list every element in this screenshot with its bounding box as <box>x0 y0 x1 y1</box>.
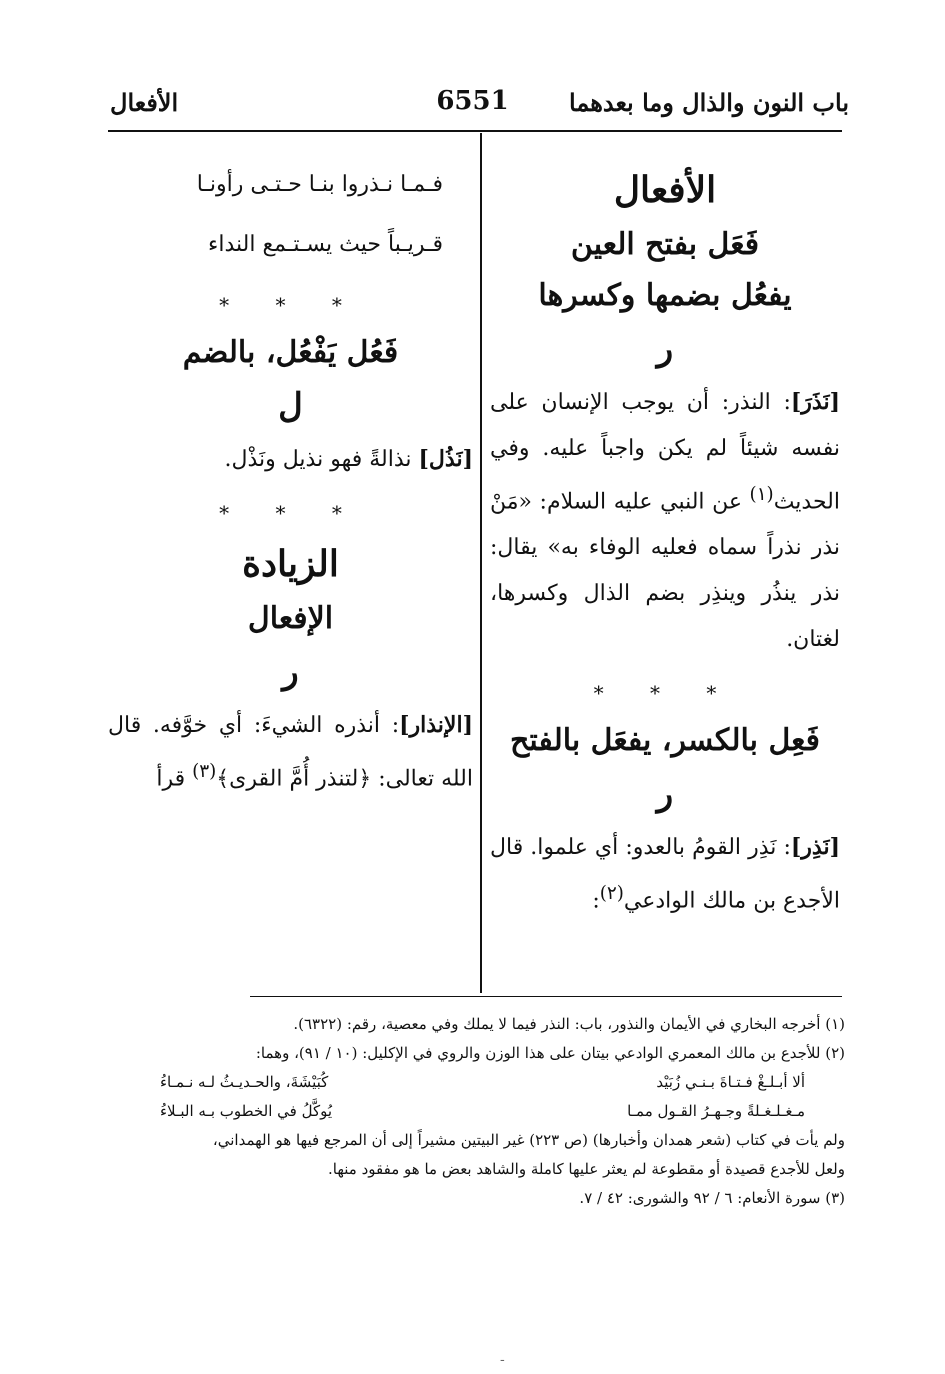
section-title: الأفعال <box>613 169 717 211</box>
poem-verse-2: قـريـباً حيث يسـتـمع النداء <box>208 232 443 257</box>
running-head-chapter: باب النون والذال وما بعدهما <box>569 88 849 117</box>
subheading-fa3ul: فَعُل يَفْعُل، بالضم <box>182 335 399 370</box>
section-title-ziyada: الزيادة <box>242 543 339 585</box>
left-column <box>108 155 473 802</box>
right-column <box>490 155 840 925</box>
column-divider <box>480 133 482 993</box>
entry-text: : أنذره الشيءَ: أي خوَّفه. قال الله تعالى: ﴿لتنذر أُمَّ القرى﴾ <box>108 713 473 792</box>
root-letter-ra: ر <box>656 774 674 815</box>
footnote-ref-2: (٢) <box>599 883 624 905</box>
entry-text: : نَذِر القومُ بالعدو: أي علموا. قال الأجدع بن مالك الوادعي <box>490 835 840 914</box>
footnote-verse-1 <box>100 1068 845 1097</box>
subheading-fa3al: فَعَل بفتح العين <box>570 227 760 262</box>
separator-stars: * * * <box>219 501 362 525</box>
footnote-2: (٢) للأجدع بن مالك المعمري الوادعي بيتان على هذا الوزن والروي في الإكليل: (١٠ / ٩١)، وهما: <box>255 1044 845 1062</box>
entry-text: نذالةً فهو نذيل ونَذْل. <box>224 447 419 472</box>
footnote-ref-3: (٣) <box>192 761 217 782</box>
root-letter-ra: ر <box>282 652 299 692</box>
entry-keyword: [نَذِر] <box>790 834 840 861</box>
root-letter-lam: ل <box>278 386 303 426</box>
footnote-2-continued: ولم يأت في كتاب (شعر همدان وأخبارها) (ص ٢٢٣) غير البيتين مشيراً إلى أن المرجع فيها هو الهمداني، <box>212 1131 845 1149</box>
entry-keyword: [الإنذار] <box>399 712 473 738</box>
entry-nadhara <box>490 379 840 663</box>
running-head-section: الأفعال <box>110 88 179 117</box>
footnote-1: (١) أخرجه البخاري في الأيمان والنذور، باب: النذر فيما لا يملك وفي معصية، رقم: (٦٣٢٢). <box>293 1015 845 1033</box>
footnotes <box>100 1010 845 1213</box>
verse-hemistich: ألا أبـلـغْ فـتـاةَ بـنـي زُبَيْد <box>656 1073 805 1091</box>
footnote-ref-1: (١) <box>749 484 774 505</box>
bottom-mark: - <box>500 1352 505 1368</box>
verse-hemistich: يُوكَّلُ في الخطوب بـه البـلاءُ <box>160 1102 333 1120</box>
root-letter-ra: ر <box>656 329 674 369</box>
separator-stars: * * * <box>219 293 362 317</box>
subheading-fa3il: فَعِل بالكسر، يفعَل بالفتح <box>509 723 820 759</box>
entry-indhar <box>108 702 473 802</box>
entry-text: : النذر: أن يوجب الإنسان على نفسه شيئاً لم يكن واجباً عليه. وفي الحديث <box>490 390 840 515</box>
footnote-verse-2 <box>100 1097 845 1126</box>
footnote-2-continued: ولعل للأجدع قصيدة أو مقطوعة لم يعثر عليها كاملة والشاهد بعض ما هو مفقود منها. <box>328 1160 845 1178</box>
verse-hemistich: كُبَيْشَةَ، والحـديـثُ لـه نـمـاءُ <box>160 1073 329 1091</box>
poem-verse-1: فـمـا نـذروا بنـا حـتـى رأونـا <box>196 172 443 197</box>
entry-text-cont: : <box>592 888 600 914</box>
entry-keyword: [نَذَرَ] <box>790 389 840 415</box>
page-number: 6551 <box>436 86 509 116</box>
entry-text-cont: قرأ <box>156 766 193 792</box>
footnote-3: (٣) سورة الأنعام: ٦ / ٩٢ والشورى: ٤٢ / ٧. <box>579 1189 845 1207</box>
entry-nadhula <box>108 436 473 483</box>
separator-stars: * * * <box>593 681 737 706</box>
entry-text-cont: عن النبي عليه السلام: «مَنْ نذر نذراً سماه فعليه الوفاء به» يقال: نذر ينذُر وينذِر بضم الذال وكسرها، لغتان. <box>490 489 840 653</box>
footnote-rule <box>250 996 842 997</box>
entry-keyword: [نَذُل] <box>418 446 473 472</box>
subheading-if3al: الإفعال <box>247 601 334 636</box>
subheading-yaf3ul: يفعُل بضمها وكسرها <box>538 278 792 313</box>
verse-hemistich: مـغـلـغـلةً وجـهـرُ القـول ممـا <box>627 1102 805 1120</box>
entry-nadhira <box>490 824 840 924</box>
header-rule <box>108 130 842 132</box>
